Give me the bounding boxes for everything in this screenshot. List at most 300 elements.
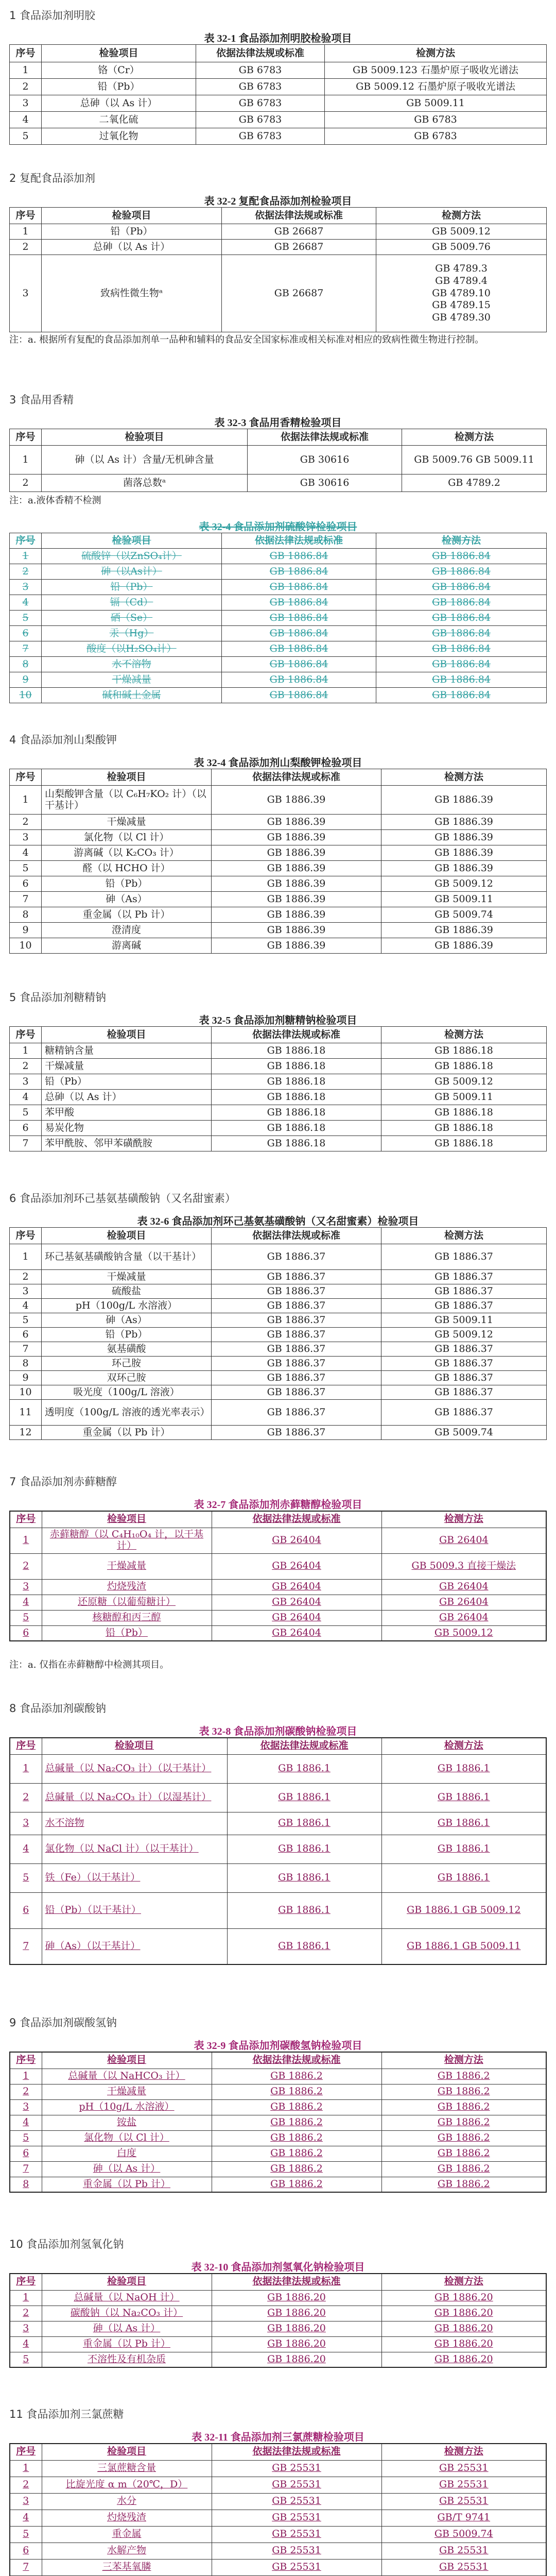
- table-cell: GB 1886.20: [212, 2290, 381, 2306]
- header-cell: 依据法律法规或标准: [212, 1228, 381, 1244]
- table-cell: 铅（Pb）（以干基计）: [42, 1892, 227, 1928]
- table-cell: GB 1886.1: [227, 1928, 381, 1964]
- table-row: [10, 2510, 546, 2526]
- table-cell: 11: [10, 1400, 42, 1426]
- table-row: [10, 2177, 546, 2192]
- table-cell: GB 25531: [381, 2493, 546, 2510]
- table-cell: GB 1886.1: [381, 1812, 546, 1835]
- table-cell: 总碱量（以 NaOH 计）: [42, 2290, 212, 2306]
- table-cell: 山梨酸钾含量（以 C₆H₇KO₂ 计）（以干基计）: [42, 786, 212, 815]
- table-cell: GB 1886.2: [212, 2069, 381, 2084]
- header-cell: 检验项目: [42, 533, 222, 549]
- section-heading: 3 食品用香精: [9, 394, 74, 406]
- header-cell: 序号: [10, 1511, 42, 1528]
- table-cell: 二氧化硫: [42, 112, 196, 128]
- table-cell: 碳酸钠（以 Na₂CO₃ 计）: [42, 2306, 212, 2321]
- table-cell: 6: [10, 2146, 42, 2161]
- table-cell: 干燥减量: [42, 1059, 212, 1074]
- table-cell: GB 26404: [212, 1553, 381, 1579]
- table-cell: 3: [10, 2321, 42, 2336]
- table-cell: 游离碱: [42, 938, 212, 954]
- table-cell: GB 1886.39: [381, 938, 547, 954]
- header-cell: 依据法律法规或标准: [212, 1027, 381, 1043]
- table-row: [10, 62, 547, 79]
- table-cell: GB 1886.39: [212, 876, 381, 892]
- table-cell: GB 1886.39: [381, 845, 547, 861]
- table-cell: 氯化物（以 Cl 计）: [42, 830, 212, 845]
- table-row: [10, 240, 547, 255]
- table-cell: 总砷（以 As 计）: [42, 1090, 212, 1105]
- table-caption: 表 32-7 食品添加剂赤藓糖醇检验项目: [194, 1499, 362, 1511]
- table-cell: GB 1886.84: [376, 611, 547, 626]
- table-cell: 硫酸盐: [42, 1284, 212, 1299]
- table-cell: 4: [10, 845, 42, 861]
- table-cell: 2: [10, 2084, 42, 2099]
- table-row: [10, 1357, 547, 1371]
- table-row: [10, 1043, 547, 1059]
- table-cell: 5: [10, 128, 42, 145]
- table-cell: 氯化物（以 NaCl 计）（以干基计）: [42, 1835, 227, 1863]
- table-caption: 表 32-6 食品添加剂环己基氨基磺酸钠（又名甜蜜素）检验项目: [137, 1216, 419, 1227]
- section-heading: 7 食品添加剂赤藓糖醇: [9, 1476, 117, 1488]
- header-cell: 依据法律法规或标准: [227, 1738, 381, 1754]
- table-row: [10, 845, 547, 861]
- table-cell: GB 5009.12: [381, 1074, 547, 1090]
- table-cell: 水分: [42, 2493, 212, 2510]
- table-row: [10, 255, 547, 332]
- table-cell: 核糖醇和丙三醇: [42, 1610, 212, 1625]
- header-cell: 检测方法: [381, 2444, 546, 2460]
- table-cell: GB 1886.39: [212, 786, 381, 815]
- table-row: [10, 2161, 546, 2177]
- table-cell: 4: [10, 2336, 42, 2352]
- table-caption: 表 32-4 食品添加剂山梨酸钾检验项目: [194, 757, 362, 769]
- table-row: [10, 595, 547, 611]
- table-cell: 6: [10, 626, 42, 641]
- table-cell: GB 1886.84: [222, 611, 376, 626]
- table-cell: GB 1886.20: [212, 2306, 381, 2321]
- table-cell: 8: [10, 1357, 42, 1371]
- method-line: GB 4789.3: [435, 263, 488, 275]
- table-cell: GB 30616: [248, 446, 402, 474]
- table-cell: GB 26404: [212, 1610, 381, 1625]
- table-row: [10, 1426, 547, 1440]
- table-cell: 1: [10, 1043, 42, 1059]
- table-cell: GB 1886.84: [222, 595, 376, 611]
- table-cell: 总碱量（以 NaHCO₃ 计）: [42, 2069, 212, 2084]
- table-row: [10, 1595, 546, 1610]
- table-header-row: [10, 45, 547, 62]
- table-row: [10, 1059, 547, 1074]
- table-cell: 10: [10, 938, 42, 954]
- table-cell: GB 5009.11: [381, 1090, 547, 1105]
- table-row: [10, 2477, 546, 2493]
- table-cell: GB 26404: [212, 1625, 381, 1641]
- table-cell: GB 25531: [212, 2559, 381, 2575]
- table-row: [10, 2526, 546, 2543]
- table-cell: 7: [10, 1136, 42, 1151]
- table-cell: GB 26687: [222, 255, 376, 332]
- header-cell: 检验项目: [42, 45, 196, 62]
- table-cell: GB 5009.12: [381, 876, 547, 892]
- table-cell: 干燥减量: [42, 1553, 212, 1579]
- table-cell: GB/T 9741: [381, 2510, 546, 2526]
- table-cell: GB 5009.76: [376, 240, 547, 255]
- table-cell: GB 1886.1: [227, 1754, 381, 1783]
- table-cell: GB 1886.18: [381, 1105, 547, 1121]
- table-row: [10, 1136, 547, 1151]
- table-header-row: [10, 2274, 546, 2290]
- table-cell: GB 1886.39: [212, 892, 381, 907]
- table-cell: 1: [10, 446, 42, 474]
- table-row: [10, 1863, 546, 1892]
- header-cell: 检测方法: [381, 2274, 546, 2290]
- table-cell: GB 26687: [222, 224, 376, 240]
- table-caption: 表 32-9 食品添加剂碳酸氢钠检验项目: [194, 2040, 362, 2052]
- table-cell: 4: [10, 112, 42, 128]
- header-cell: 依据法律法规或标准: [248, 429, 402, 446]
- inspection-table: [9, 1737, 547, 1965]
- table-cell: GB 1886.39: [212, 830, 381, 845]
- table-cell: 7: [10, 892, 42, 907]
- table-cell: 铬（Cr）: [42, 62, 196, 79]
- table-cell: 三氯蔗糖含量: [42, 2460, 212, 2477]
- table-cell: GB 26687: [222, 240, 376, 255]
- table-cell: 7: [10, 2161, 42, 2177]
- table-cell: 3: [10, 255, 42, 332]
- header-cell: 检测方法: [402, 429, 547, 446]
- table-cell: GB 5009.74: [381, 907, 547, 923]
- table-cell: 砷（以 As 计）: [42, 2321, 212, 2336]
- table-cell: GB 1886.20: [212, 2336, 381, 2352]
- table-cell: 灼烧残渣: [42, 1579, 212, 1595]
- table-cell: 水不溶物: [42, 657, 222, 672]
- table-cell: 6: [10, 1892, 42, 1928]
- table-cell: 7: [10, 1342, 42, 1357]
- table-cell: GB 1886.84: [222, 641, 376, 657]
- table-cell: 砷（As）: [42, 1313, 212, 1328]
- table-cell: GB 1886.37: [212, 1400, 381, 1426]
- table-cell: GB 1886.18: [212, 1090, 381, 1105]
- table-cell: GB 1886.20: [212, 2352, 381, 2367]
- table-caption: 表 32-1 食品添加剂明胶检验项目: [204, 33, 352, 44]
- table-cell: 透明度（100g/L 溶液的透光率表示）: [42, 1400, 212, 1426]
- table-cell: GB 1886.84: [376, 549, 547, 564]
- table-cell: 重金属（以 Pb 计）: [42, 907, 212, 923]
- header-cell: 检验项目: [42, 1738, 227, 1754]
- table-cell: GB 25531: [381, 2543, 546, 2559]
- table-cell: 氨基磺酸: [42, 1342, 212, 1357]
- table-cell: GB 1886.1 GB 5009.12: [381, 1892, 546, 1928]
- table-row: [10, 907, 547, 923]
- table-cell: GB 26404: [381, 1595, 546, 1610]
- table-cell: 2: [10, 1059, 42, 1074]
- table-row: [10, 688, 547, 703]
- table-cell: GB 1886.37: [212, 1426, 381, 1440]
- table-cell: GB 1886.1: [381, 1783, 546, 1812]
- inspection-table: [9, 2052, 547, 2193]
- header-cell: 检测方法: [381, 1511, 546, 1528]
- table-cell: GB 1886.84: [376, 657, 547, 672]
- table-cell: 澄清度: [42, 923, 212, 938]
- table-cell: GB 1886.39: [381, 861, 547, 876]
- table-cell: GB 1886.18: [212, 1074, 381, 1090]
- table-row: [10, 1528, 546, 1553]
- table-cell: 1: [10, 224, 42, 240]
- table-cell: 4: [10, 1090, 42, 1105]
- table-cell: 4: [10, 1595, 42, 1610]
- table-cell: GB 25531: [212, 2460, 381, 2477]
- table-cell: 3: [10, 95, 42, 112]
- table-cell: 氯化物（以 Cl 计）: [42, 2130, 212, 2146]
- table-cell: 苯甲酸: [42, 1105, 212, 1121]
- table-header-row: [10, 429, 547, 446]
- method-line: GB 4789.15: [432, 299, 491, 311]
- header-cell: 序号: [10, 45, 42, 62]
- table-cell: GB 1886.2: [381, 2115, 546, 2130]
- table-cell: 白度: [42, 2146, 212, 2161]
- header-cell: 依据法律法规或标准: [212, 2444, 381, 2460]
- table-cell: GB 1886.2: [381, 2146, 546, 2161]
- section-heading: 1 食品添加剂明胶: [9, 9, 96, 22]
- table-row: [10, 564, 547, 580]
- table-cell: GB 1886.2: [212, 2099, 381, 2115]
- table-cell: GB 5009.76 GB 5009.11: [402, 446, 547, 474]
- table-cell: GB 25531: [212, 2510, 381, 2526]
- table-cell: GB 6783: [325, 112, 547, 128]
- table-caption: 表 32-3 食品用香精检验项目: [214, 417, 342, 429]
- table-cell: GB 1886.37: [212, 1385, 381, 1400]
- table-header-row: [10, 1511, 546, 1528]
- table-cell: 1: [10, 2460, 42, 2477]
- table-cell: GB 1886.39: [212, 938, 381, 954]
- header-cell: 序号: [10, 208, 42, 224]
- table-cell: 4: [10, 595, 42, 611]
- table-cell: 6: [10, 2543, 42, 2559]
- table-row: [10, 2306, 546, 2321]
- table-cell: GB 1886.39: [381, 815, 547, 830]
- table-cell: GB 1886.1: [227, 1783, 381, 1812]
- table-cell: GB 1886.37: [381, 1244, 547, 1270]
- table-cell: 8: [10, 2177, 42, 2192]
- table-cell: GB 1886.37: [381, 1299, 547, 1313]
- inspection-table: [9, 533, 547, 703]
- header-cell: 依据法律法规或标准: [212, 2052, 381, 2069]
- table-row: [10, 1754, 546, 1783]
- table-cell: 7: [10, 1928, 42, 1964]
- table-cell: 2: [10, 2306, 42, 2321]
- table-note: 注：a. 仅指在赤藓糖醇中检测其项目。: [9, 1659, 169, 1670]
- table-cell: 4: [10, 2510, 42, 2526]
- table-cell: GB 1886.84: [376, 595, 547, 611]
- header-cell: 依据法律法规或标准: [222, 533, 376, 549]
- header-cell: 序号: [10, 2274, 42, 2290]
- table-cell: 还原糖（以葡萄糖计）: [42, 1595, 212, 1610]
- table-cell: GB 1886.2: [381, 2161, 546, 2177]
- table-header-row: [10, 533, 547, 549]
- table-cell: GB 5009.11: [381, 1313, 547, 1328]
- table-cell: 砷（以 As 计）含量/无机砷含量: [42, 446, 248, 474]
- table-cell: GB 25531: [381, 2477, 546, 2493]
- table-row: [10, 1553, 546, 1579]
- table-cell: 6: [10, 1328, 42, 1342]
- header-cell: 检验项目: [42, 1228, 212, 1244]
- table-cell: GB 5009.12: [381, 1625, 546, 1641]
- table-cell: 赤藓糖醇（以 C₄H₁₀O₄ 计，以干基计）: [42, 1528, 212, 1553]
- table-cell: 5: [10, 611, 42, 626]
- table-row: [10, 1313, 547, 1328]
- table-cell: 10: [10, 688, 42, 703]
- table-row: [10, 2084, 546, 2099]
- table-cell: 3: [10, 1812, 42, 1835]
- table-cell: 2: [10, 1270, 42, 1284]
- header-cell: 序号: [10, 1228, 42, 1244]
- header-cell: 检验项目: [42, 2444, 212, 2460]
- table-cell: GB 1886.2: [381, 2099, 546, 2115]
- table-cell: GB 5009.12: [381, 1328, 547, 1342]
- table-cell: GB 1886.1: [381, 1754, 546, 1783]
- table-cell: GB 26404: [212, 1528, 381, 1553]
- table-cell: 7: [10, 641, 42, 657]
- table-row: [10, 830, 547, 845]
- table-row: [10, 1284, 547, 1299]
- table-cell: 3: [10, 830, 42, 845]
- table-cell: 7: [10, 2559, 42, 2575]
- table-cell: GB 1886.20: [381, 2352, 546, 2367]
- table-cell: GB 1886.39: [381, 786, 547, 815]
- table-cell: GB 1886.1: [227, 1812, 381, 1835]
- table-cell: 5: [10, 2526, 42, 2543]
- table-cell: GB 26404: [381, 1528, 546, 1553]
- table-cell: 2: [10, 474, 42, 492]
- table-cell: GB 6783: [196, 62, 325, 79]
- table-cell: GB 30616: [248, 474, 402, 492]
- table-cell: 易炭化物: [42, 1121, 212, 1136]
- table-row: [10, 1579, 546, 1595]
- table-cell: GB 1886.18: [212, 1136, 381, 1151]
- table-cell: 铅（Pb）: [42, 79, 196, 95]
- table-cell: GB 6783: [196, 112, 325, 128]
- table-cell: 砷（As）: [42, 892, 212, 907]
- table-cell: 4: [10, 1299, 42, 1313]
- section-heading: 2 复配食品添加剂: [9, 172, 96, 184]
- table-cell: 铅（Pb）: [42, 1074, 212, 1090]
- table-cell: 1: [10, 1754, 42, 1783]
- header-cell: 依据法律法规或标准: [212, 2274, 381, 2290]
- table-row: [10, 2069, 546, 2084]
- table-cell: 1: [10, 1244, 42, 1270]
- table-cell: 6: [10, 876, 42, 892]
- table-cell: GB 1886.39: [212, 815, 381, 830]
- table-note: 注：a. 根据所有复配的食品添加剂单一品种和辅料的食品安全国家标准或相关标准对相应的致病性微生物进行控制。: [9, 334, 484, 345]
- table-cell: 干燥减量: [42, 815, 212, 830]
- table-row: [10, 1625, 546, 1641]
- inspection-table: [9, 1511, 547, 1641]
- table-cell: GB 1886.37: [212, 1270, 381, 1284]
- table-row: [10, 1074, 547, 1090]
- table-row: [10, 1244, 547, 1270]
- table-row: [10, 815, 547, 830]
- table-cell: 不溶性及有机杂质: [42, 2352, 212, 2367]
- table-cell: GB 6783: [325, 128, 547, 145]
- table-cell: 3: [10, 2493, 42, 2510]
- table-cell: 5: [10, 2130, 42, 2146]
- table-row: [10, 892, 547, 907]
- table-cell: GB 5009.3 直接干燥法: [381, 1553, 546, 1579]
- table-cell: GB 1886.1: [227, 1863, 381, 1892]
- table-cell: 过氧化物: [42, 128, 196, 145]
- table-cell: 2: [10, 2477, 42, 2493]
- table-cell: 总碱量（以 Na₂CO₃ 计）（以干基计）: [42, 1754, 227, 1783]
- table-cell: 铵盐: [42, 2115, 212, 2130]
- table-cell: 5: [10, 861, 42, 876]
- table-cell: GB 1886.84: [376, 626, 547, 641]
- table-cell: GB 1886.18: [381, 1059, 547, 1074]
- inspection-table: [9, 769, 547, 954]
- section-heading: 5 食品添加剂糖精钠: [9, 991, 107, 1004]
- table-cell: GB 26404: [212, 1595, 381, 1610]
- table-cell: 砷（以 As 计）: [42, 2161, 212, 2177]
- table-cell: 游离碱（以 K₂CO₃ 计）: [42, 845, 212, 861]
- table-cell: 9: [10, 923, 42, 938]
- table-cell: pH（10g/L 水溶液）: [42, 2099, 212, 2115]
- table-cell: 2: [10, 815, 42, 830]
- table-cell: 水不溶物: [42, 1812, 227, 1835]
- table-cell: GB 1886.84: [376, 672, 547, 688]
- header-cell: 检验项目: [42, 2274, 212, 2290]
- table-cell: 12: [10, 1426, 42, 1440]
- table-cell: 比旋光度 α m（20℃，D）: [42, 2477, 212, 2493]
- table-cell: GB 1886.39: [212, 845, 381, 861]
- table-row: [10, 2460, 546, 2477]
- table-cell: GB 1886.37: [381, 1357, 547, 1371]
- table-cell: GB 1886.2: [381, 2069, 546, 2084]
- table-row: [10, 1105, 547, 1121]
- header-cell: 检测方法: [325, 45, 547, 62]
- table-cell: GB 1886.39: [381, 923, 547, 938]
- table-cell: 6: [10, 1121, 42, 1136]
- table-row: [10, 923, 547, 938]
- header-cell: 检测方法: [381, 769, 547, 786]
- table-cell: GB 1886.2: [381, 2177, 546, 2192]
- section-heading: 4 食品添加剂山梨酸钾: [9, 734, 117, 746]
- table-cell: GB 1886.1 GB 5009.11: [381, 1928, 546, 1964]
- header-cell: 依据法律法规或标准: [196, 45, 325, 62]
- table-cell: 汞（Hg）: [42, 626, 222, 641]
- header-cell: 序号: [10, 1738, 42, 1754]
- table-cell: 铅（Pb）: [42, 224, 222, 240]
- table-cell: GB 1886.39: [381, 830, 547, 845]
- table-row: [10, 2290, 546, 2306]
- header-cell: 依据法律法规或标准: [222, 208, 376, 224]
- table-cell: GB 1886.18: [212, 1121, 381, 1136]
- table-row: [10, 2115, 546, 2130]
- header-cell: 序号: [10, 2052, 42, 2069]
- table-cell: 醛（以 HCHO 计）: [42, 861, 212, 876]
- table-row: [10, 446, 547, 474]
- table-cell: GB 25531: [212, 2526, 381, 2543]
- table-cell: GB 1886.37: [212, 1328, 381, 1342]
- table-cell: 8: [10, 657, 42, 672]
- table-row: [10, 1892, 546, 1928]
- table-row: [10, 786, 547, 815]
- table-row: [10, 938, 547, 954]
- table-row: [10, 1835, 546, 1863]
- table-row: [10, 626, 547, 641]
- table-row: [10, 2559, 546, 2575]
- table-cell: GB 1886.2: [212, 2146, 381, 2161]
- table-cell: 干燥减量: [42, 2084, 212, 2099]
